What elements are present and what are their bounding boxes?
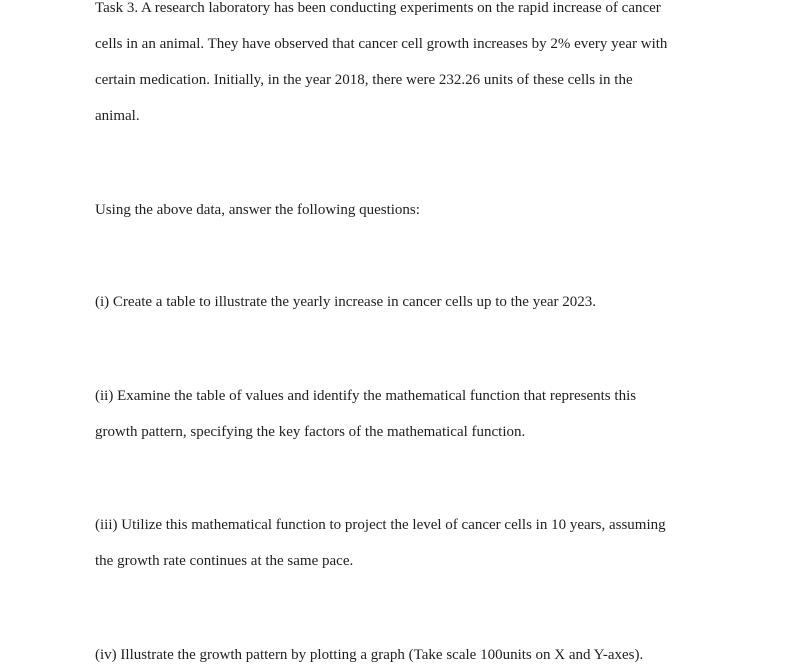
question-iii-line-1: (iii) Utilize this mathematical function to project the level of cancer cells in 10 years, assuming — [95, 517, 666, 533]
task-intro-line-2: cells in an animal. They have observed that cancer cell growth increases by 2% every year with — [95, 36, 668, 52]
instruction-text: Using the above data, answer the following questions: — [95, 202, 420, 218]
question-ii-line-1: (ii) Examine the table of values and identify the mathematical function that represents this — [95, 388, 637, 404]
task-intro-line-3: certain medication. Initially, in the year 2018, there were 232.26 units of these cells in the — [95, 72, 633, 88]
question-iii-line-2: the growth rate continues at the same pace. — [95, 553, 354, 569]
task-intro-line-1: Task 3. A research laboratory has been conducting experiments on the rapid increase of cancer — [95, 0, 661, 16]
question-i: (i) Create a table to illustrate the yearly increase in cancer cells up to the year 2023. — [95, 294, 597, 310]
question-ii-line-2: growth pattern, specifying the key factors of the mathematical function. — [95, 424, 526, 440]
question-iv: (iv) Illustrate the growth pattern by plotting a graph (Take scale 100units on X and Y-axes). — [95, 647, 644, 663]
task-intro-line-4: animal. — [95, 108, 140, 124]
